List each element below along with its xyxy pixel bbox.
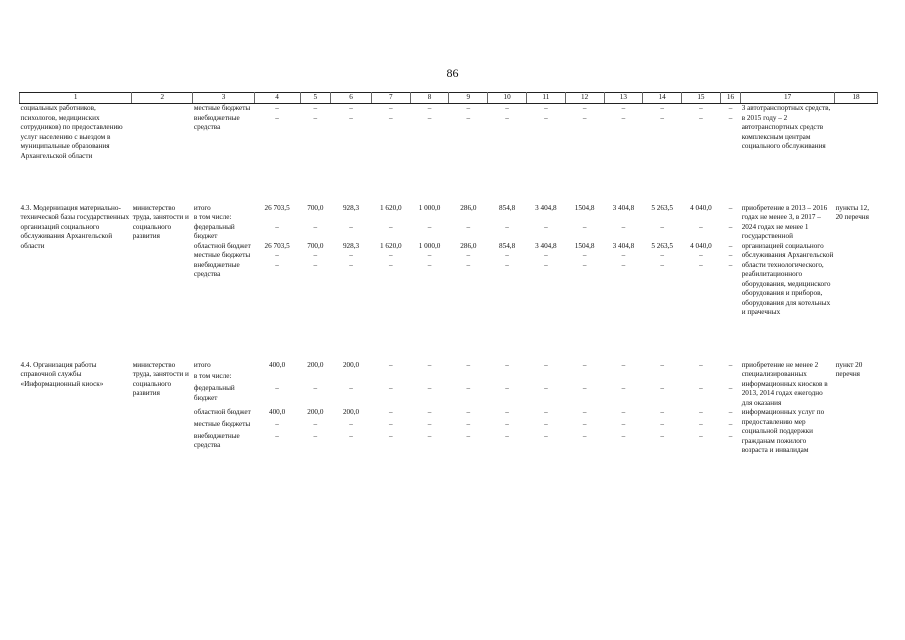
value-cell: –	[728, 251, 733, 259]
value-cell: –	[505, 408, 509, 416]
value-cell: –	[505, 104, 509, 112]
value-cell: –	[466, 384, 471, 393]
value-cell: –	[349, 419, 353, 428]
value-cell: –	[466, 408, 471, 416]
header-cell: 18	[835, 93, 878, 104]
header-row	[20, 93, 878, 104]
header-cell: 13	[604, 93, 643, 104]
value-cell: –	[582, 419, 587, 428]
header-cell: 7	[371, 93, 410, 104]
header-cell: 5	[300, 93, 331, 104]
value-cell: –	[699, 260, 703, 269]
value-cell: –	[621, 222, 626, 231]
funding-source: областной бюджет	[193, 241, 251, 250]
value-cell: –	[275, 251, 279, 259]
value-cell: 928,3	[342, 203, 360, 212]
value-cell: –	[389, 113, 393, 122]
value-cell: –	[621, 408, 626, 416]
reference: пункты 12, 20 перечня	[835, 203, 869, 221]
value-cell: –	[466, 222, 471, 231]
header-cell: 9	[449, 93, 488, 104]
value-cell: 26 703,5	[264, 203, 290, 212]
value-cell: –	[275, 419, 279, 428]
block-1	[20, 104, 878, 204]
value-cell: –	[544, 222, 548, 231]
value-cell: –	[544, 251, 548, 259]
value-cell: –	[728, 222, 733, 231]
value-cell: 700,0	[307, 203, 324, 212]
value-cell: –	[313, 222, 318, 231]
value-cell: –	[313, 104, 318, 112]
value-cell: –	[389, 431, 393, 440]
value-cell: –	[389, 251, 393, 259]
value-cell: –	[466, 360, 471, 369]
value-cell: –	[544, 260, 548, 269]
value-cell: –	[544, 384, 548, 393]
reference: пункт 20 перечня	[835, 360, 863, 378]
value-cell: –	[728, 360, 733, 369]
value-cell: 1 620,0	[380, 241, 402, 250]
value-cell: –	[699, 431, 703, 440]
measure-description: 4.3. Модернизация материально-технической базы государственных организаций социального обслуживания Архангельской области	[20, 203, 130, 250]
value-cell: 1504,8	[574, 241, 595, 250]
value-cell: –	[349, 251, 353, 259]
expected-result: приобретение не менее 2 специализированных информационных киосков в 2013, 2014 годах ежегодно для оказания информационных услуг по предоставлению мер социальной поддержки гражданам пожилого возраста и инвалидам	[741, 360, 828, 454]
value-cell: –	[728, 431, 733, 440]
header-cell: 8	[410, 93, 449, 104]
value-cell: –	[728, 241, 733, 250]
value-cell: –	[389, 384, 393, 393]
value-cell: –	[621, 419, 626, 428]
executor: министерство труда, занятости и социального развития	[132, 360, 189, 397]
value-cell: –	[389, 408, 393, 416]
value-cell: 5 263,5	[651, 241, 673, 250]
value-cell: –	[275, 104, 279, 112]
value-cell: –	[621, 360, 626, 369]
value-cell: –	[621, 384, 626, 393]
table-row	[20, 104, 878, 114]
value-cell: –	[728, 384, 733, 393]
value-cell: –	[728, 203, 733, 212]
value-cell: –	[660, 419, 664, 428]
funding-source: внебюджетные средства	[193, 113, 240, 131]
value-cell: –	[313, 431, 318, 440]
value-cell: –	[621, 113, 626, 122]
value-cell: 1504,8	[574, 203, 595, 212]
value-cell: 5 263,5	[651, 203, 673, 212]
value-cell: –	[544, 113, 548, 122]
value-cell: –	[660, 408, 664, 416]
value-cell: –	[427, 113, 432, 122]
value-cell: –	[660, 222, 664, 231]
funding-source: внебюджетные средства	[193, 260, 240, 278]
value-cell: –	[275, 113, 279, 122]
value-cell: –	[582, 384, 587, 393]
value-cell: –	[544, 408, 548, 416]
executor: министерство труда, занятости и социального развития	[132, 203, 189, 240]
header-cell: 2	[132, 93, 193, 104]
value-cell: –	[728, 260, 733, 269]
header-cell: 16	[720, 93, 740, 104]
value-cell: –	[427, 360, 432, 369]
header-cell: 12	[565, 93, 604, 104]
value-cell: –	[275, 260, 279, 269]
value-cell: –	[427, 251, 432, 259]
header-cell: 10	[488, 93, 527, 104]
value-cell: –	[728, 104, 733, 112]
header-cell: 14	[643, 93, 682, 104]
value-cell: –	[505, 251, 509, 259]
header-cell: 3	[193, 93, 254, 104]
value-cell: 3 404,8	[535, 203, 557, 212]
value-cell: –	[389, 104, 393, 112]
program-table	[19, 92, 878, 456]
header-cell: 17	[741, 93, 835, 104]
value-cell: –	[505, 113, 509, 122]
value-cell: 854,8	[499, 203, 516, 212]
value-cell: –	[699, 360, 703, 369]
value-cell: 200,0	[307, 360, 324, 369]
value-cell: 3 404,8	[612, 241, 635, 250]
value-cell: –	[582, 113, 587, 122]
value-cell: –	[466, 431, 471, 440]
value-cell: –	[660, 104, 664, 112]
page-number: 86	[446, 66, 459, 80]
value-cell: –	[544, 419, 548, 428]
value-cell: 286,0	[460, 241, 477, 250]
value-cell: 4 040,0	[690, 203, 712, 212]
value-cell: –	[275, 222, 279, 231]
value-cell: –	[544, 431, 548, 440]
value-cell: –	[427, 419, 432, 428]
funding-source: местные бюджеты	[193, 251, 251, 259]
header-cell: 11	[526, 93, 565, 104]
value-cell: –	[505, 431, 509, 440]
value-cell: 26 703,5	[264, 241, 290, 250]
value-cell: 400,0	[268, 408, 286, 416]
header-cell: 1	[20, 93, 132, 104]
value-cell: –	[699, 104, 703, 112]
value-cell: –	[660, 360, 664, 369]
value-cell: –	[466, 104, 471, 112]
value-cell: –	[505, 419, 509, 428]
value-cell: –	[313, 251, 318, 259]
value-cell: –	[728, 408, 733, 416]
value-cell: 1 620,0	[380, 203, 402, 212]
value-cell: –	[660, 431, 664, 440]
value-cell: –	[349, 384, 353, 393]
value-cell: –	[582, 222, 587, 231]
reference	[835, 104, 878, 200]
value-cell: –	[427, 260, 432, 269]
value-cell: 1 000,0	[418, 203, 441, 212]
value-cell: –	[544, 104, 548, 112]
value-cell: –	[621, 104, 626, 112]
value-cell: –	[349, 260, 353, 269]
header-cell: 6	[331, 93, 372, 104]
value-cell: 286,0	[460, 203, 477, 212]
value-cell: –	[349, 104, 353, 112]
value-cell: 1 000,0	[418, 241, 441, 250]
header-cell: 15	[682, 93, 721, 104]
value-cell: –	[699, 222, 703, 231]
value-cell: –	[427, 222, 432, 231]
value-cell: –	[427, 408, 432, 416]
value-cell: –	[699, 113, 703, 122]
value-cell: –	[466, 113, 471, 122]
value-cell: –	[313, 384, 318, 393]
value-cell: –	[275, 384, 279, 393]
executor	[132, 104, 193, 200]
funding-source: областной бюджет	[193, 408, 251, 416]
value-cell: 854,8	[499, 241, 516, 250]
value-cell: –	[505, 260, 509, 269]
funding-source: местные бюджеты	[193, 419, 251, 428]
funding-source: федеральный бюджет	[193, 384, 235, 402]
expected-result: приобретение в 2013 – 2016 годах не менее 3, в 2017 – 2024 годах не менее 1 государственной организацией социального обслуживания Архангельской области технологического, реабилитационного оборудования, медицинского оборудования и приборов, оборудования для котельных и прачечных	[741, 203, 834, 316]
value-cell: –	[349, 222, 353, 231]
value-cell: –	[313, 419, 318, 428]
value-cell: –	[582, 104, 587, 112]
value-cell: –	[660, 260, 664, 269]
value-cell: 200,0	[307, 408, 324, 416]
value-cell: –	[389, 360, 393, 369]
value-cell: –	[313, 260, 318, 269]
value-cell: –	[349, 113, 353, 122]
value-cell: –	[427, 431, 432, 440]
value-cell: –	[427, 384, 432, 393]
block-2	[20, 204, 878, 361]
value-cell: –	[505, 222, 509, 231]
value-cell: –	[505, 384, 509, 393]
value-cell: –	[275, 431, 279, 440]
value-cell: –	[699, 419, 703, 428]
funding-source: в том числе:	[193, 213, 232, 221]
funding-source: итого	[193, 360, 211, 369]
value-cell: –	[349, 431, 353, 440]
value-cell: 700,0	[307, 241, 324, 250]
value-cell: 200,0	[342, 408, 360, 416]
value-cell: –	[660, 251, 664, 259]
table-row	[20, 204, 878, 214]
value-cell: –	[505, 360, 509, 369]
value-cell: –	[728, 113, 733, 122]
value-cell: –	[466, 251, 471, 259]
value-cell: –	[699, 408, 703, 416]
value-cell: 3 404,8	[535, 241, 557, 250]
funding-source: местные бюджеты	[193, 104, 251, 112]
value-cell: 4 040,0	[690, 241, 712, 250]
block-3	[20, 361, 878, 456]
value-cell: –	[389, 260, 393, 269]
value-cell: –	[466, 260, 471, 269]
value-cell: –	[699, 384, 703, 393]
value-cell: –	[544, 360, 548, 369]
table-row	[20, 361, 878, 373]
value-cell: –	[582, 408, 587, 416]
value-cell: –	[582, 431, 587, 440]
funding-source: федеральный бюджет	[193, 222, 235, 240]
value-cell: 400,0	[268, 360, 286, 369]
expected-result: 3 автотранспортных средств, в 2015 году – 2 автотранспортных средств комплексным центрам социального обслуживания	[741, 104, 831, 150]
value-cell: –	[621, 260, 626, 269]
value-cell: –	[313, 113, 318, 122]
value-cell: –	[389, 222, 393, 231]
value-cell: –	[621, 251, 626, 259]
value-cell: –	[582, 360, 587, 369]
funding-source: в том числе:	[193, 372, 232, 381]
header-cell: 4	[254, 93, 300, 104]
value-cell: –	[582, 260, 587, 269]
value-cell: 200,0	[342, 360, 360, 369]
measure-description: 4.4. Организация работы справочной службы «Информационный киоск»	[20, 360, 104, 388]
value-cell: –	[660, 384, 664, 393]
funding-source: внебюджетные средства	[193, 431, 240, 450]
value-cell: 3 404,8	[612, 203, 635, 212]
value-cell: –	[466, 419, 471, 428]
value-cell: –	[389, 419, 393, 428]
value-cell: –	[660, 113, 664, 122]
value-cell: –	[728, 419, 733, 428]
value-cell: –	[621, 431, 626, 440]
value-cell: –	[699, 251, 703, 259]
value-cell: –	[582, 251, 587, 259]
measure-description: социальных работников, психологов, медицинских сотрудников) по предоставлению услуг населению с выездом в муниципальные образования Архангельской области	[20, 104, 123, 160]
value-cell: –	[427, 104, 432, 112]
value-cell: 928,3	[342, 241, 360, 250]
funding-source: итого	[193, 203, 211, 212]
